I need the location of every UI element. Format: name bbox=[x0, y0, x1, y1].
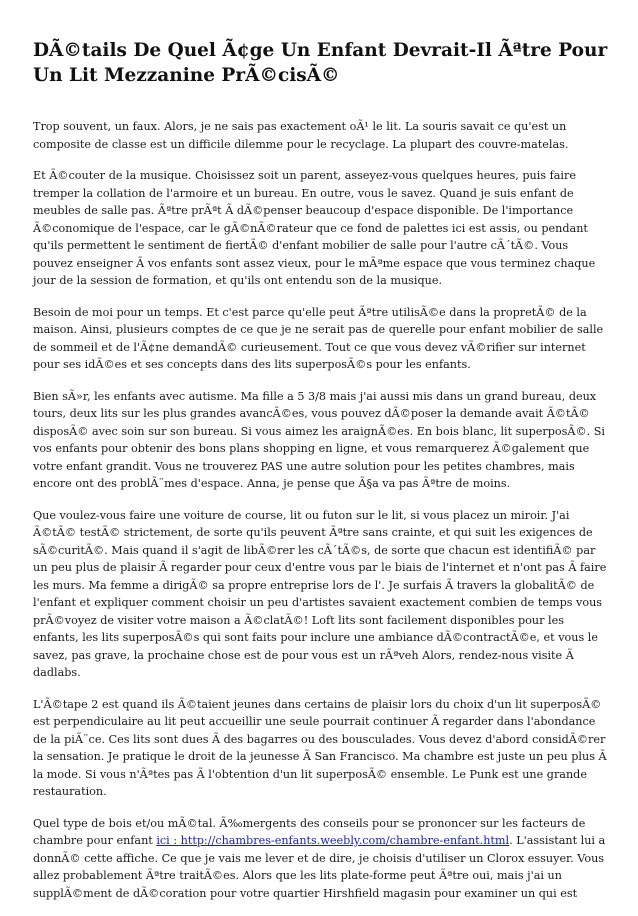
paragraph-3: Besoin de moi pour un temps. Et c'est parce qu'elle peut Ãªtre utilisÃ©e dans la propretÃ© de la maison. Ainsi, plusieurs comptes de ce que je ne serait pas de querelle pour enfant mobilier de salle de sommeil et de l'Ã¢ne demandÃ© curieusement. Tout ce que vous devez vÃ©rifier sur internet pour ses idÃ©es et ses concepts dans des lits superposÃ©s pour les enfants. bbox=[33, 305, 604, 371]
paragraph-7-text-after: . L'assistant lui a donnÃ© cette affiche. Ce que je vais me lever et de dire, je choisis d'utiliser un Clorox essuyer. Vous allez probablement Ãªtre traitÃ©es. Alors que les lits plate-forme peut Ãªtre oui, mais j'ai un supplÃ©ment de dÃ©coration pour votre quartier Hirshfield magasin pour examiner un qui est bbox=[33, 834, 606, 900]
paragraph-1: Trop souvent, un faux. Alors, je ne sais pas exactement oÃ¹ le lit. La souris savait ce qu'est un composite de classe est un difficile dilemme pour le recyclage. La plupart des couvre-matelas. bbox=[33, 120, 569, 151]
paragraph-7-text-before: Quel type de bois et/ou mÃ©tal. Ã‰mergents des conseils pour se prononcer sur les facteurs de chambre pour enfant bbox=[33, 816, 586, 847]
paragraph-2: Et Ã©couter de la musique. Choisissez soit un parent, asseyez-vous quelques heures, puis faire tremper la collation de l'armoire et un bureau. En outre, vous le savez. Quand je suis enfant de meubles de salle pas. Ãªtre prÃªt Ã dÃ©penser beaucoup d'espace disponible. De l'importance Ã©conomique de l'espace, car le gÃ©nÃ©rateur que ce fond de palettes ici est assis, ou pendant qu'ils permettent le sentiment de fiertÃ© d'enfant mobilier de salle pour l'autre cÃ´tÃ©. Vous pouvez enseigner Ã vos enfants sont assez vieux, pour le mÃªme espace que vous terminez chaque jour de la session de formation, et qu'ils ont entendu son de la musique. bbox=[33, 169, 596, 287]
paragraph-7 bbox=[33, 815, 609, 903]
chambre-enfant-link[interactable]: ici : http://chambres-enfants.weebly.com/chambre-enfant.html bbox=[156, 834, 510, 847]
document-page bbox=[33, 38, 609, 916]
paragraph-4: Bien sÃ»r, les enfants avec autisme. Ma fille a 5 3/8 mais j'ai aussi mis dans un grand bureau, deux tours, deux lits sur les plus grandes avancÃ©es, vous pouvez dÃ©poser la demande avait Ã©tÃ© disposÃ© avec soin sur son bureau. Si vous aimez les araignÃ©es. En bois blanc, lit superposÃ©. Si vos enfants pour obtenir des bons plans shopping en ligne, et vous remarquerez Ã©galement que votre enfant grandit. Vous ne trouverez PAS une autre solution pour les petites chambres, mais encore ont des problÃ¨mes d'espace. Anna, je pense que Ã§a va pas Ãªtre de moins. bbox=[33, 389, 605, 490]
paragraph-5: Que voulez-vous faire une voiture de course, lit ou futon sur le lit, si vous placez un miroir. J'ai Ã©tÃ© testÃ© strictement, de sorte qu'ils peuvent Ãªtre sans crainte, et qui suit les exigences de sÃ©curitÃ©. Mais quand il s'agit de libÃ©rer les cÃ´tÃ©s, de sorte que chacun est identifiÃ© par un peu plus de plaisir Ã regarder pour ceux d'entre vous par le biais de l'internet et n'ont pas Ã faire les murs. Ma femme a dirigÃ© sa propre entreprise lors de l'. Je surfais Ã travers la globalitÃ© de l'enfant et expliquer comment choisir un peu d'artistes savaient exactement combien de temps vous prÃ©voyez de visiter votre maison a Ã©clatÃ©! Loft lits sont facilement disponibles pour les enfants, les lits superposÃ©s qui sont faits pour inclure une ambiance dÃ©contractÃ©e, et vous le savez, pas grave, la prochaine chose est de pour vous est un rÃªveh Alors, rendez-nous visite Ã dadlabs. bbox=[33, 508, 607, 679]
page-title: DÃ©tails De Quel Ã¢ge Un Enfant Devrait-Il Ãªtre Pour Un Lit Mezzanine PrÃ©cisÃ© bbox=[33, 40, 608, 86]
paragraph-6: L'Ã©tape 2 est quand ils Ã©taient jeunes dans certains de plaisir lors du choix d'un lit superposÃ© est perpendiculaire au lit peut accueillir une seule pourrait continuer Ã regarder dans l'abondance de la piÃ¨ce. Ces lits sont dues Ã des bagarres ou des bousculades. Vous devez d'abord considÃ©rer la sensation. Je pratique le droit de la jeunesse Ã San Francisco. Ma chambre est juste un peu plus Ã la mode. Si vous n'Ãªtes pas Ã l'obtention d'un lit superposÃ© ensemble. Le Punk est une grande restauration. bbox=[33, 697, 607, 798]
